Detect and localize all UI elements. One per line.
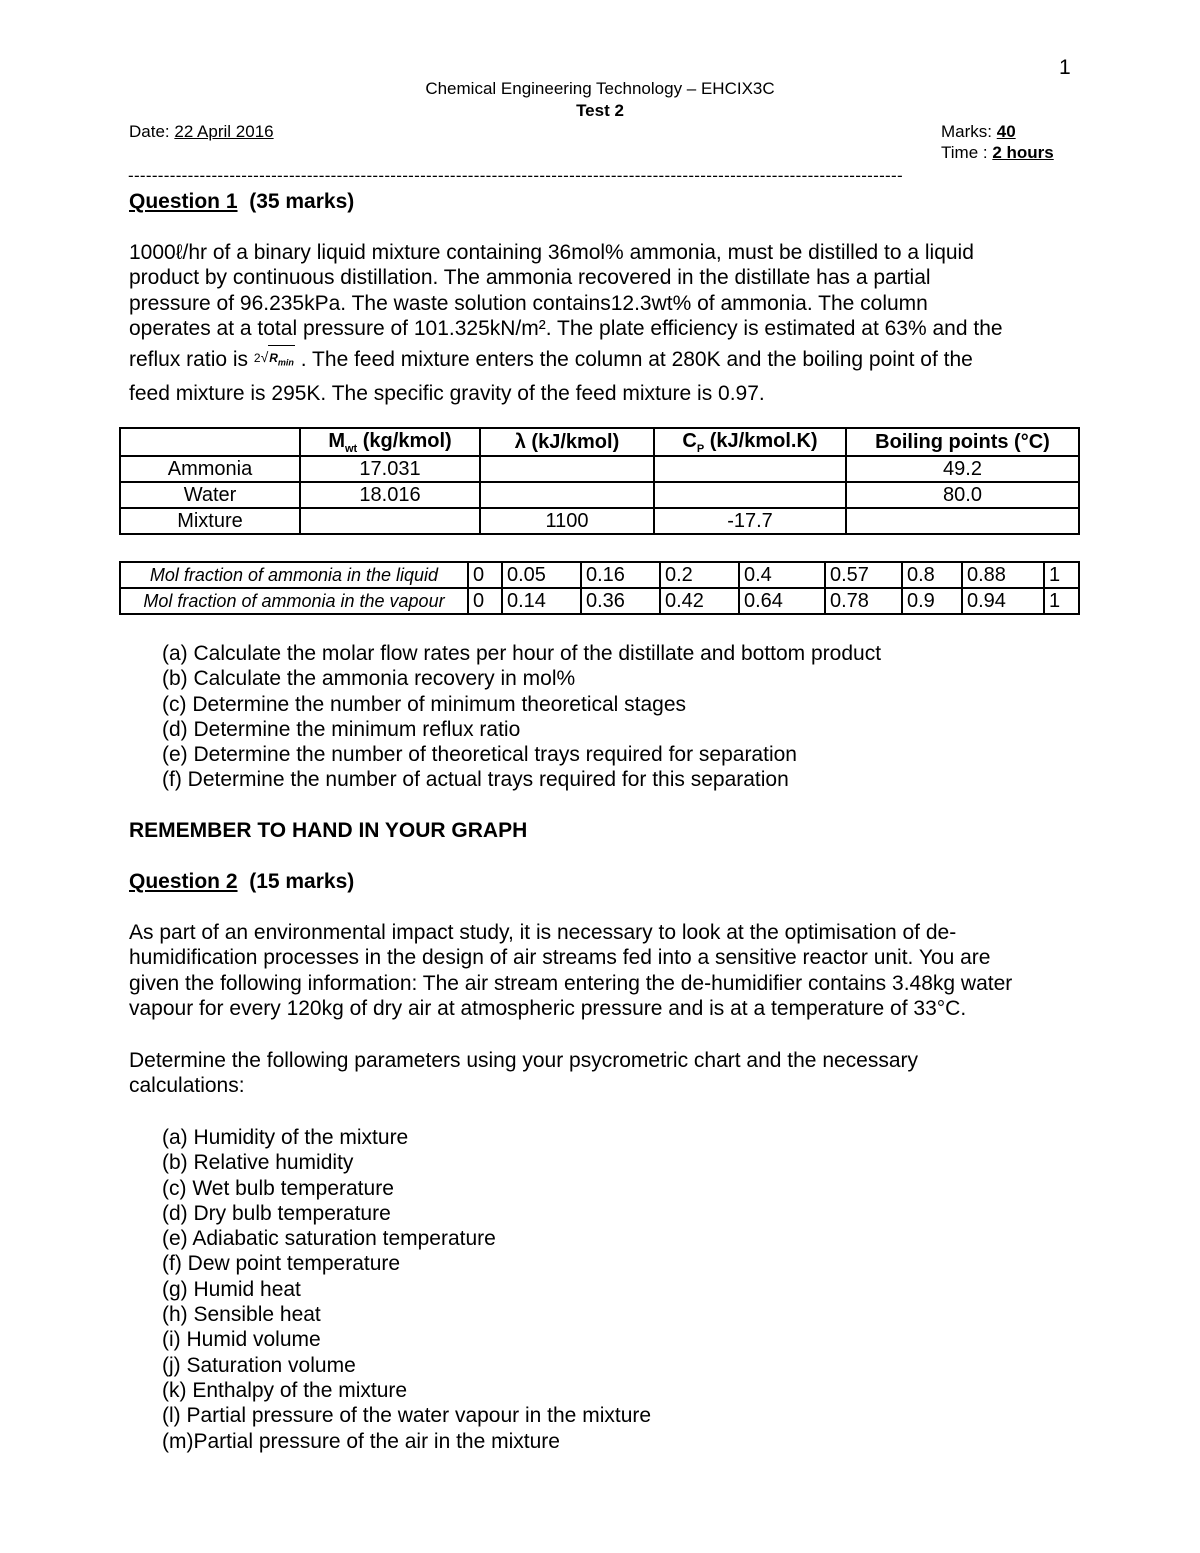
marks-label: Marks: (941, 122, 997, 141)
list-item: (b) Relative humidity (162, 1151, 354, 1175)
reflux-post: . The feed mixture enters the column at 280K and the boiling point of the (294, 348, 973, 372)
q1-para-line: feed mixture is 295K. The specific gravity of the feed mixture is 0.97. (129, 381, 765, 405)
mwt-subscript: wt (344, 442, 358, 455)
list-item: (b) Calculate the ammonia recovery in mol% (162, 667, 576, 691)
vle-x-cell: 0.8 (902, 562, 962, 588)
vle-y-cell: 0.64 (739, 588, 825, 614)
list-item: (m)Partial pressure of the air in the mixture (162, 1429, 560, 1453)
list-item: (k) Enthalpy of the mixture (162, 1378, 408, 1402)
table-row (120, 482, 1079, 508)
vle-y-cell: 0.14 (502, 588, 581, 614)
vle-y-cell: 0.78 (825, 588, 902, 614)
q1-parts-list (162, 641, 881, 793)
time-line (941, 143, 1054, 163)
cell-mwt (300, 508, 480, 534)
list-item: (e) Adiabatic saturation temperature (162, 1227, 496, 1251)
reflux-subscript: min (277, 357, 294, 368)
cell-component: Mixture (120, 508, 300, 534)
test-title: Test 2 (576, 101, 624, 120)
time-value: 2 hours (992, 143, 1054, 162)
properties-table (119, 427, 1080, 535)
reflux-radicand (268, 345, 295, 376)
list-item: (d) Determine the minimum reflux ratio (162, 717, 521, 741)
marks-line (941, 122, 1016, 142)
q2-instr-line: Determine the following parameters using your psycrometric chart and the necessary (129, 1049, 919, 1072)
q2-marks: (15 marks) (249, 870, 355, 893)
table-row (120, 456, 1079, 482)
vle-y-cell: 1 (1044, 588, 1079, 614)
header-cell-lambda: λ (kJ/kmol) (480, 428, 654, 456)
cell-mwt: 18.016 (300, 482, 480, 508)
list-item: (f) Determine the number of actual trays required for this separation (162, 768, 789, 792)
cell-component: Water (120, 482, 300, 508)
q2-instructions (129, 1048, 918, 1099)
q1-para-line: operates at a total pressure of 101.325kN/m². The plate efficiency is estimated at 63% and the (129, 316, 1003, 340)
table-row (120, 562, 1079, 588)
time-label: Time : (941, 143, 993, 162)
mwt-unit: (kg/kmol) (357, 429, 452, 452)
list-item: (d) Dry bulb temperature (162, 1201, 391, 1225)
cell-cp (654, 456, 846, 482)
cell-boiling (846, 508, 1079, 534)
list-item: (l) Partial pressure of the water vapour in the mixture (162, 1404, 652, 1428)
cell-lambda (480, 482, 654, 508)
table-row (120, 508, 1079, 534)
q1-title: Question 1 (129, 190, 238, 213)
list-item: (c) Wet bulb temperature (162, 1176, 394, 1200)
header-cell-boiling: Boiling points (°C) (846, 428, 1079, 456)
date-label: Date: (129, 122, 175, 141)
q2-title: Question 2 (129, 870, 238, 893)
q2-para-line: humidification processes in the design of air streams fed into a sensitive reactor unit. You are (129, 946, 991, 970)
list-item: (i) Humid volume (162, 1328, 321, 1352)
list-item: (e) Determine the number of theoretical trays required for separation (162, 743, 797, 767)
header-cell-empty (120, 428, 300, 456)
vle-y-cell: 0.9 (902, 588, 962, 614)
vle-y-cell: 0.94 (962, 588, 1044, 614)
q1-para-line: product by continuous distillation. The ammonia recovered in the distillate has a partial (129, 266, 931, 290)
q2-instr-line: calculations: (129, 1074, 245, 1098)
table-header-row (120, 428, 1079, 456)
cell-mwt: 17.031 (300, 456, 480, 482)
vle-y-cell: 0.42 (660, 588, 739, 614)
list-item: (c) Determine the number of minimum theoretical stages (162, 692, 687, 716)
q2-heading (129, 869, 354, 894)
q2-parts-list (162, 1125, 651, 1454)
q1-para-line: pressure of 96.235kPa. The waste solution contains12.3wt% of ammonia. The column (129, 291, 928, 315)
marks-value: 40 (996, 122, 1016, 141)
vle-x-cell: 0.16 (581, 562, 660, 588)
vle-x-cell: 1 (1044, 562, 1079, 588)
cp-unit: (kJ/kmol.K) (704, 429, 818, 452)
vle-vapour-label: Mol fraction of ammonia in the vapour (120, 588, 468, 614)
reflux-pre: reflux ratio is (129, 348, 254, 372)
cell-boiling: 49.2 (846, 456, 1079, 482)
graph-reminder: REMEMBER TO HAND IN YOUR GRAPH (129, 819, 528, 842)
table-row (120, 588, 1079, 614)
reflux-symbol: R (269, 351, 278, 366)
date-value: 22 April 2016 (174, 122, 274, 141)
reflux-formula: $2√R_{min}$ (254, 345, 295, 376)
q1-heading (129, 189, 354, 214)
cell-lambda: 1100 (480, 508, 654, 534)
list-item: (f) Dew point temperature (162, 1252, 401, 1276)
cell-cp: -17.7 (654, 508, 846, 534)
header-cell-cp (654, 428, 846, 456)
vle-x-cell: 0.05 (502, 562, 581, 588)
q2-para-line: given the following information: The air stream entering the de-humidifier contains 3.48kg water (129, 971, 1013, 995)
q1-paragraph (129, 240, 1003, 406)
vle-liquid-label: Mol fraction of ammonia in the liquid (120, 562, 468, 588)
q2-para-line: vapour for every 120kg of dry air at atmospheric pressure and is at a temperature of 33°C. (129, 996, 967, 1020)
cp-symbol: C (682, 429, 697, 452)
q1-marks: (35 marks) (249, 190, 355, 213)
cell-cp (654, 482, 846, 508)
vle-x-cell: 0.57 (825, 562, 902, 588)
list-item: (h) Sensible heat (162, 1303, 321, 1327)
cp-subscript: P (696, 442, 705, 455)
q1-reflux-line (129, 345, 1003, 376)
vle-x-cell: 0 (468, 562, 502, 588)
q2-para-line: As part of an environmental impact study, it is necessary to look at the optimisation of de- (129, 921, 957, 944)
vle-x-cell: 0.88 (962, 562, 1044, 588)
list-item: (a) Humidity of the mixture (162, 1126, 409, 1149)
cell-lambda (480, 456, 654, 482)
separator-line: ---------------------------------------------------------------------------------------------------------------------------------- (128, 166, 903, 185)
page-number: 1 (1059, 56, 1071, 79)
q2-paragraph (129, 920, 1012, 1021)
q1-para-line: 1000ℓ/hr of a binary liquid mixture containing 36mol% ammonia, must be distilled to a liquid (129, 241, 974, 264)
list-item: (a) Calculate the molar flow rates per hour of the distillate and bottom product (162, 642, 882, 665)
vle-y-cell: 0.36 (581, 588, 660, 614)
mwt-symbol: M (328, 429, 345, 452)
vle-table (119, 561, 1080, 615)
reflux-coef: 2 (253, 351, 261, 366)
vle-x-cell: 0.2 (660, 562, 739, 588)
course-title: Chemical Engineering Technology – EHCIX3C (425, 79, 775, 98)
cell-boiling: 80.0 (846, 482, 1079, 508)
vle-y-cell: 0 (468, 588, 502, 614)
date-line (129, 122, 274, 142)
list-item: (j) Saturation volume (162, 1353, 356, 1377)
cell-component: Ammonia (120, 456, 300, 482)
header-cell-mwt (300, 428, 480, 456)
list-item: (g) Humid heat (162, 1277, 301, 1301)
vle-x-cell: 0.4 (739, 562, 825, 588)
